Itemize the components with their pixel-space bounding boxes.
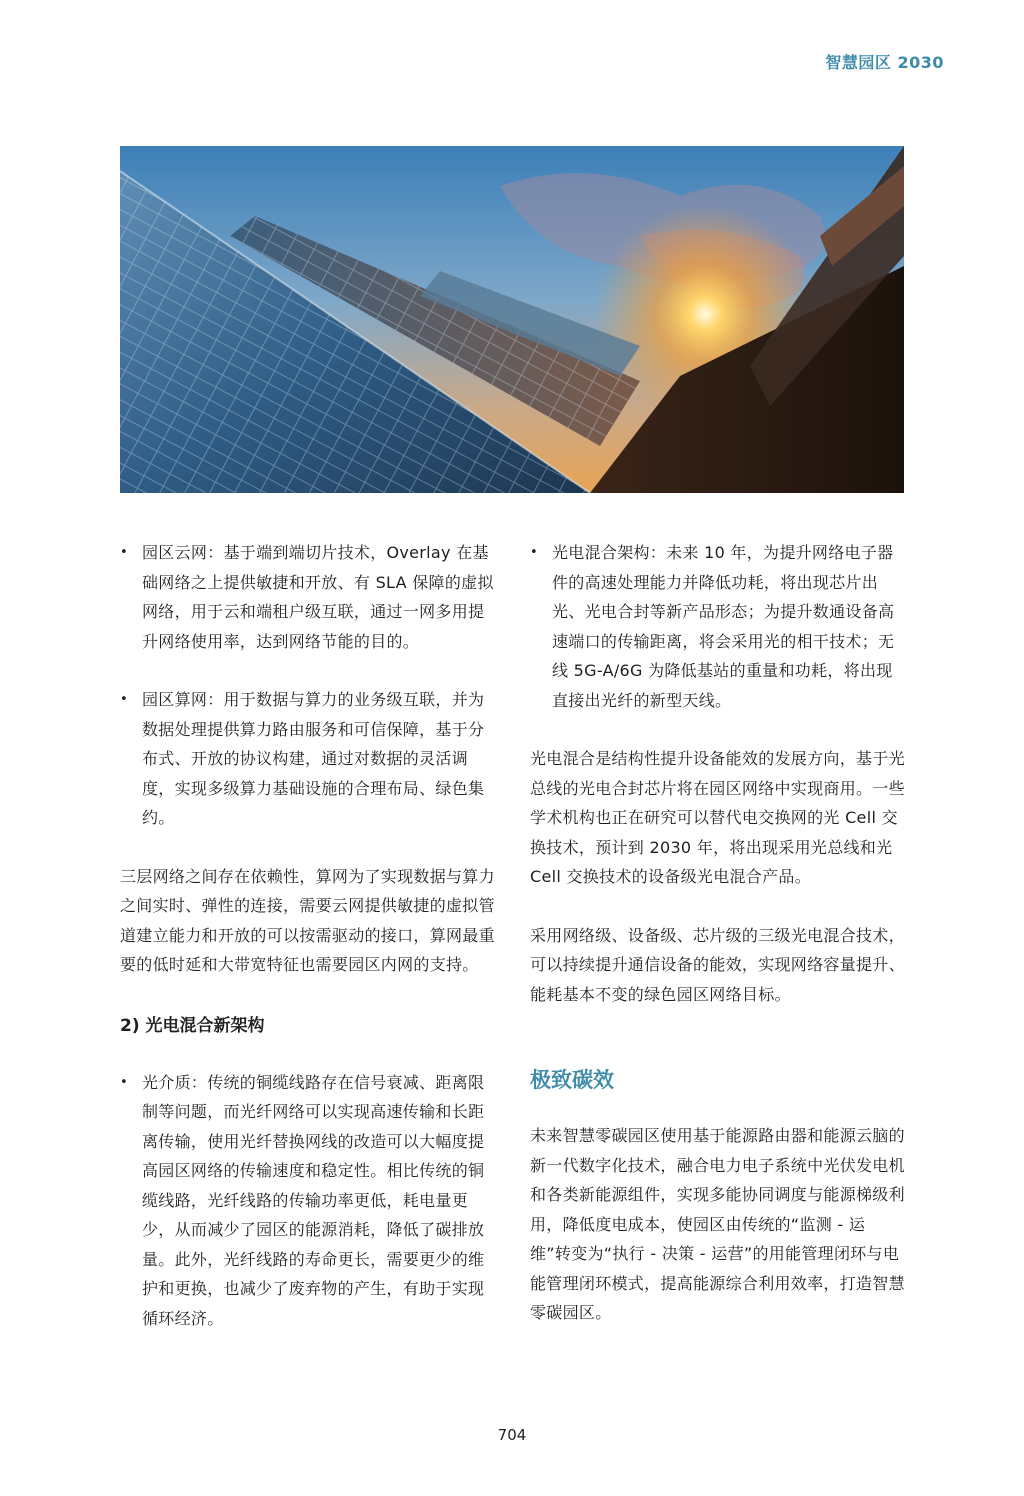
right-column [530,538,906,1328]
bullet-optical-medium: • 光介质：传统的铜缆线路存在信号衰减、距离限制等问题，而光纤网络可以实现高速传输和长距离传输，使用光纤替换网线的改造可以大幅度提高园区网络的传输速度和稳定性。相比传统的铜缆线路，光纤线路的传输功率更低，耗电量更少，从而减少了园区的能源消耗，降低了碳排放量。此外，光纤线路的寿命更长，需要更少的维护和更换，也减少了废弃物的产生，有助于实现循环经济。 [120,1068,496,1334]
section-heading-carbon-efficiency: 极致碳效 [530,1068,614,1092]
solar-panels-sunset-image [120,146,904,493]
left-column [120,538,496,1333]
bullet-campus-cloud-network: • 园区云网：基于端到端切片技术，Overlay 在基础网络之上提供敏捷和开放、有 SLA 保障的虚拟网络，用于云和端租户级互联，通过一网多用提升网络使用率，达到网络节能的目的。 [120,538,496,656]
page-number: 704 [497,1426,527,1444]
paragraph-optical-hybrid-direction: 光电混合是结构性提升设备能效的发展方向，基于光总线的光电合封芯片将在园区网络中实现商用。一些学术机构也正在研究可以替代电交换网的光 Cell 交换技术，预计到 2030 年，将出现采用光总线和光 Cell 交换技术的设备级光电混合产品。 [530,749,905,886]
bullet-optical-hybrid-architecture: • 光电混合架构：未来 10 年，为提升网络电子器件的高速处理能力并降低功耗，将出现芯片出光、光电合封等新产品形态；为提升数通设备高速端口的传输距离，将会采用光的相干技术；无线 5G-A/6G 为降低基站的重量和功耗，将出现直接出光纤的新型天线。 [530,538,906,715]
paragraph-three-level-hybrid: 采用网络级、设备级、芯片级的三级光电混合技术，可以持续提升通信设备的能效，实现网络容量提升、能耗基本不变的绿色园区网络目标。 [530,925,905,1004]
solar-panels-photo [120,146,904,493]
running-header-title: 智慧园区 2030 [825,53,944,72]
paragraph-network-dependency: 三层网络之间存在依赖性，算网为了实现数据与算力之间实时、弹性的连接，需要云网提供敏捷的虚拟管道建立能力和开放的可以按需驱动的接口，算网最重要的低时延和大带宽特征也需要园区内网的支持。 [120,866,495,974]
paragraph-zero-carbon-campus: 未来智慧零碳园区使用基于能源路由器和能源云脑的新一代数字化技术，融合电力电子系统中光伏发电机和各类新能源组件，实现多能协同调度与能源梯级利用，降低度电成本，使园区由传统的“监测 - 运维”转变为“执行 - 决策 - 运营”的用能管理闭环与电能管理闭环模式，提高能源综合利用效率，打造智慧零碳园区。 [530,1126,905,1322]
subheading-optical-hybrid-architecture: 2) 光电混合新架构 [120,1015,265,1036]
bullet-campus-compute-network: • 园区算网：用于数据与算力的业务级互联，并为数据处理提供算力路由服务和可信保障，基于分布式、开放的协议构建，通过对数据的灵活调度，实现多级算力基础设施的合理布局、绿色集约。 [120,685,496,833]
